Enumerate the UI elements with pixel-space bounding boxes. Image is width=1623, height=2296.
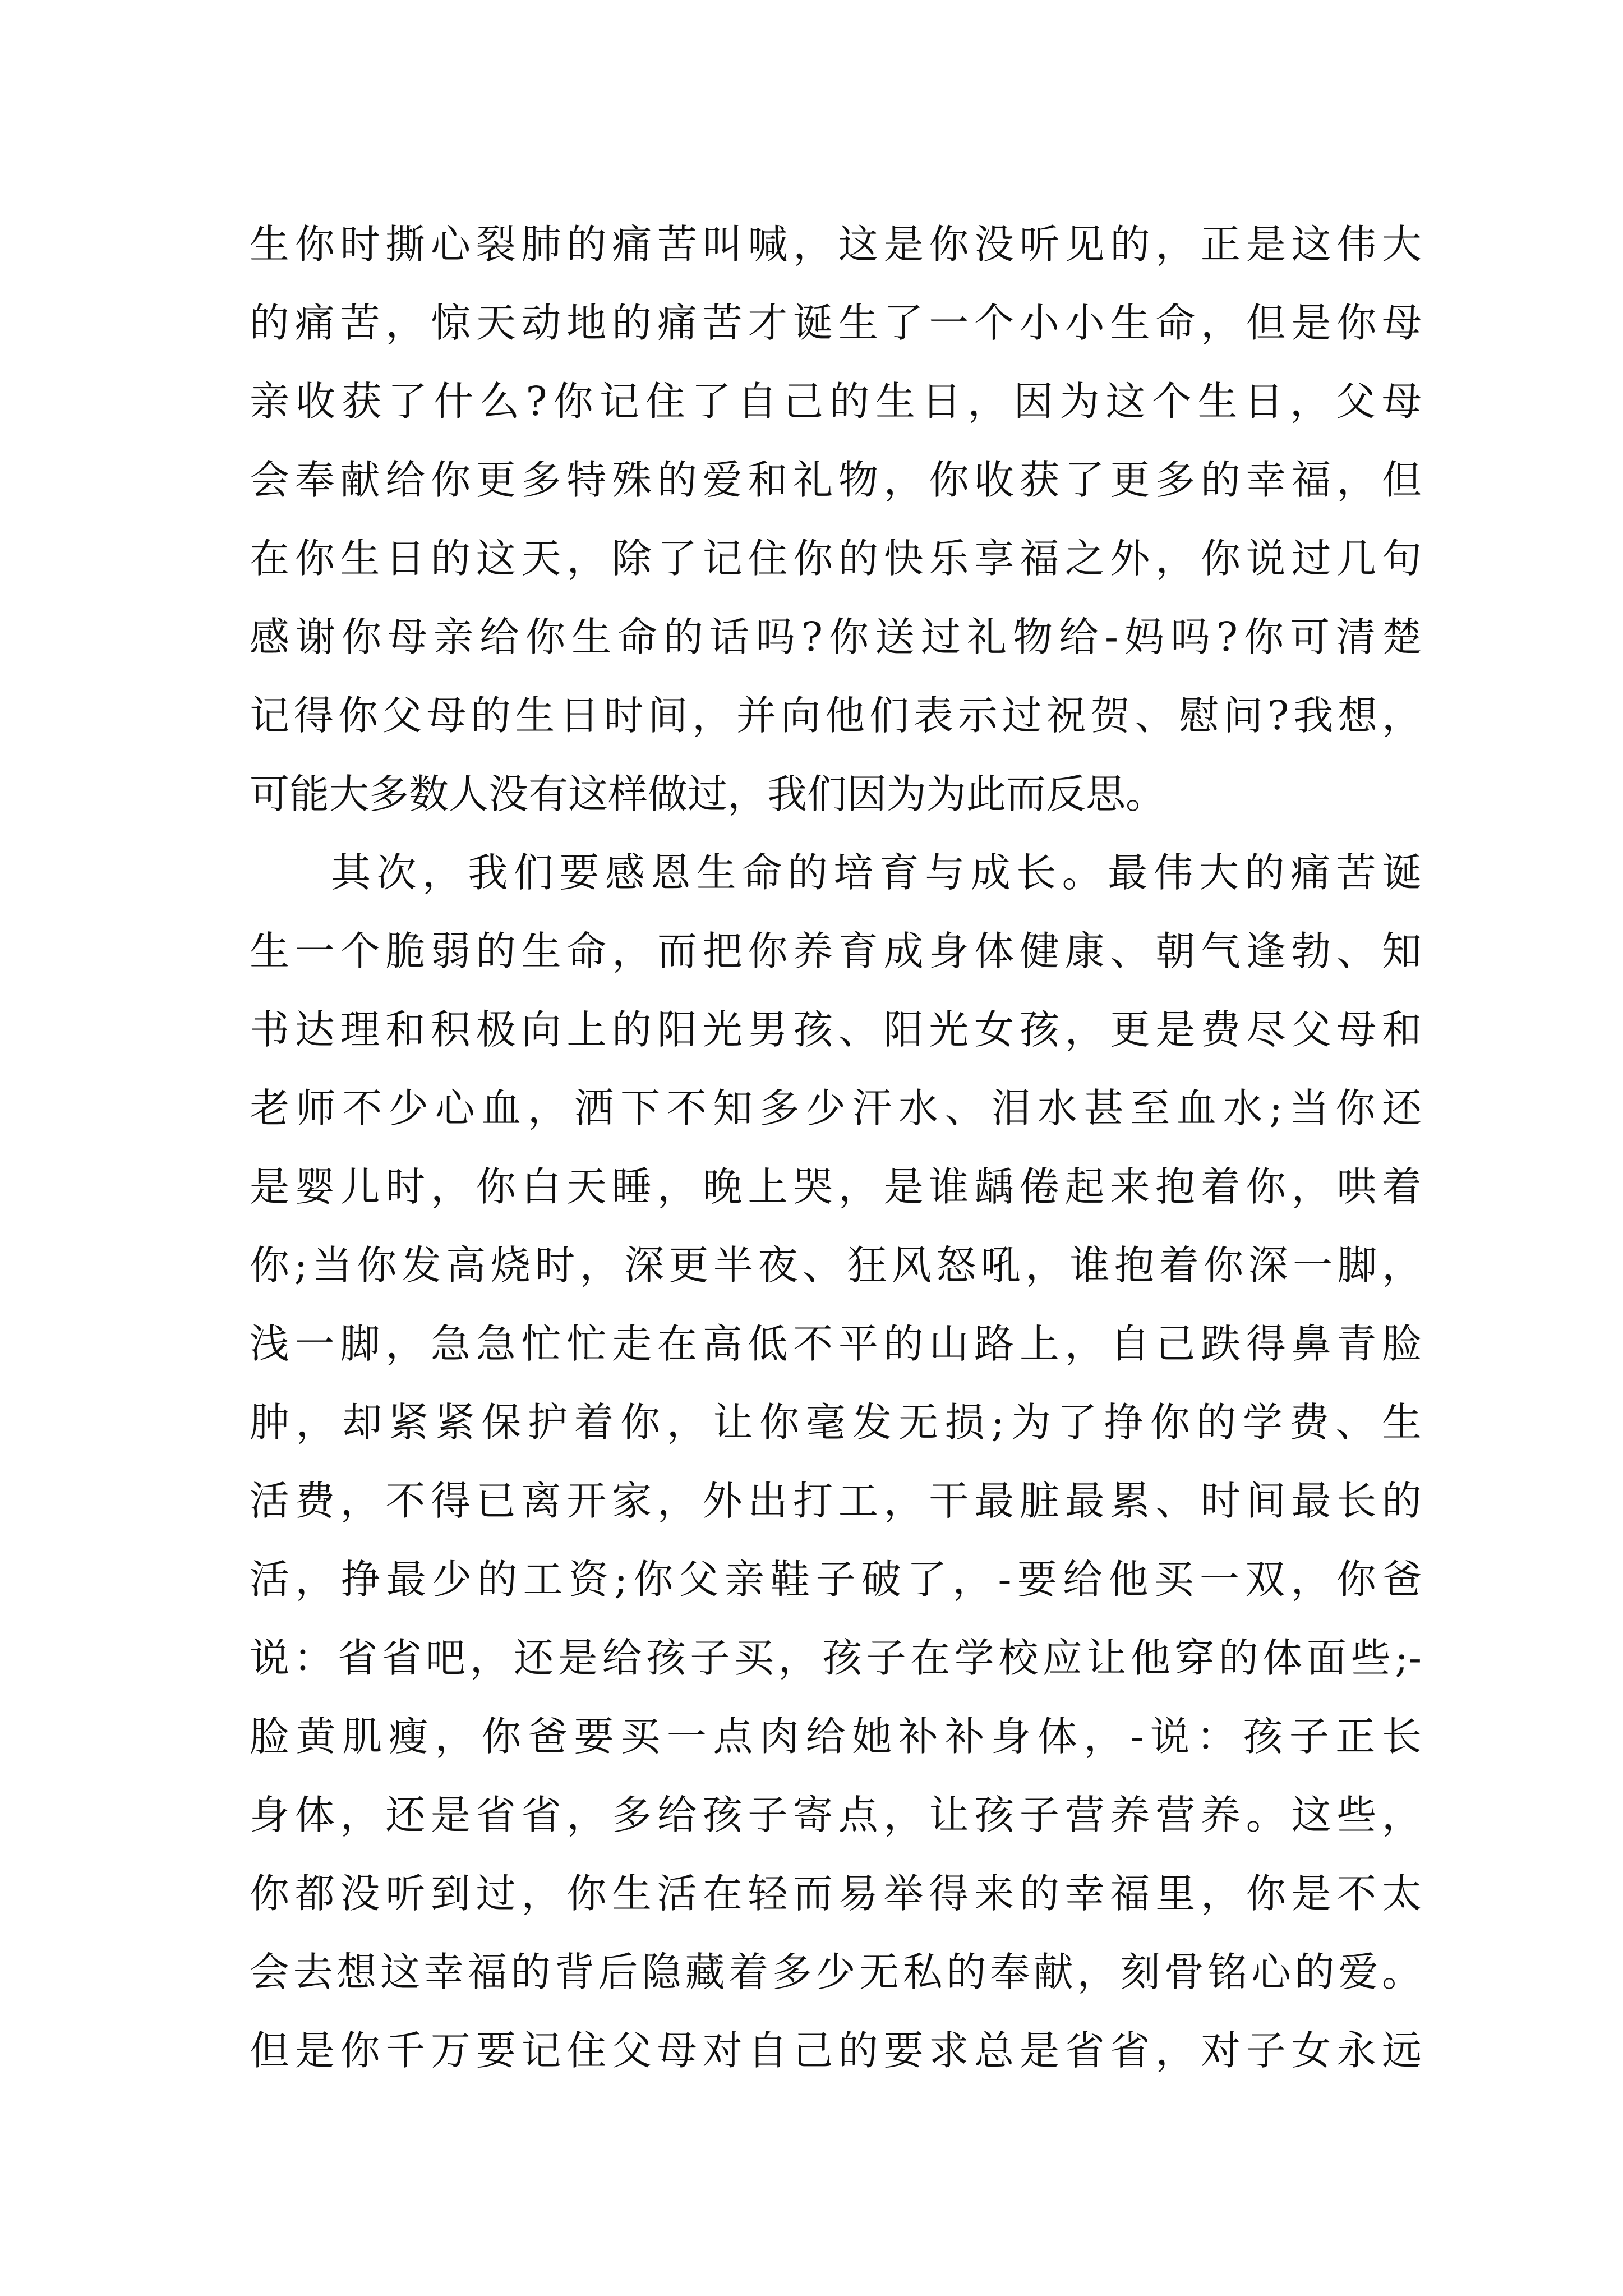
text-line: 脸黄肌瘦，你爸要买一点肉给她补补身体，-说：孩子正长 [250,1713,1422,1760]
text-line: 活费，不得已离开家，外出打工，干最脏最累、时间最长的 [250,1478,1422,1524]
text-line: 在你生日的这天，除了记住你的快乐享福之外，你说过几句 [250,535,1422,582]
text-line: 记得你父母的生日时间，并向他们表示过祝贺、慰问?我想， [250,692,1422,739]
text-line: 书达理和积极向上的阳光男孩、阳光女孩，更是费尽父母和 [250,1006,1422,1053]
text-line: 亲收获了什么?你记住了自己的生日，因为这个生日，父母 [250,378,1422,425]
text-line: 身体，还是省省，多给孩子寄点，让孩子营养营养。这些， [250,1792,1422,1838]
text-line: 生你时撕心裂肺的痛苦叫喊，这是你没听见的，正是这伟大 [250,221,1422,268]
text-line: 老师不少心血，洒下不知多少汗水、泪水甚至血水;当你还 [250,1085,1422,1131]
paragraph-end-line: 可能大多数人没有这样做过，我们因为为此而反思。 [250,771,1166,817]
text-line: 生一个脆弱的生命，而把你养育成身体健康、朝气逢勃、知 [250,928,1422,974]
text-line: 是婴儿时，你白天睡，晚上哭，是谁龋倦起来抱着你，哄着 [250,1163,1422,1210]
text-line: 浅一脚，急急忙忙走在高低不平的山路上，自己跌得鼻青脸 [250,1320,1422,1367]
text-line: 活，挣最少的工资;你父亲鞋子破了，-要给他买一双，你爸 [250,1556,1422,1603]
text-line: 你都没听到过，你生活在轻而易举得来的幸福里，你是不太 [250,1870,1422,1917]
text-line: 肿，却紧紧保护着你，让你毫发无损;为了挣你的学费、生 [250,1399,1422,1446]
body-text [250,205,1422,2090]
text-line: 说：省省吧，还是给孩子买，孩子在学校应让他穿的体面些;- [250,1635,1422,1681]
text-line: 会奉献给你更多特殊的爱和礼物，你收获了更多的幸福，但 [250,457,1422,503]
paragraph-start-line: 其次，我们要感恩生命的培育与成长。最伟大的痛苦诞 [331,849,1422,896]
text-line: 你;当你发高烧时，深更半夜、狂风怒吼，谁抱着你深一脚， [250,1242,1422,1289]
text-line: 的痛苦，惊天动地的痛苦才诞生了一个小小生命，但是你母 [250,300,1422,346]
text-line: 会去想这幸福的背后隐藏着多少无私的奉献，刻骨铭心的爱。 [250,1949,1422,1995]
text-line: 但是你千万要记住父母对自己的要求总是省省，对子女永远 [250,2027,1422,2074]
text-line: 感谢你母亲给你生命的话吗?你送过礼物给-妈吗?你可清楚 [250,614,1422,660]
